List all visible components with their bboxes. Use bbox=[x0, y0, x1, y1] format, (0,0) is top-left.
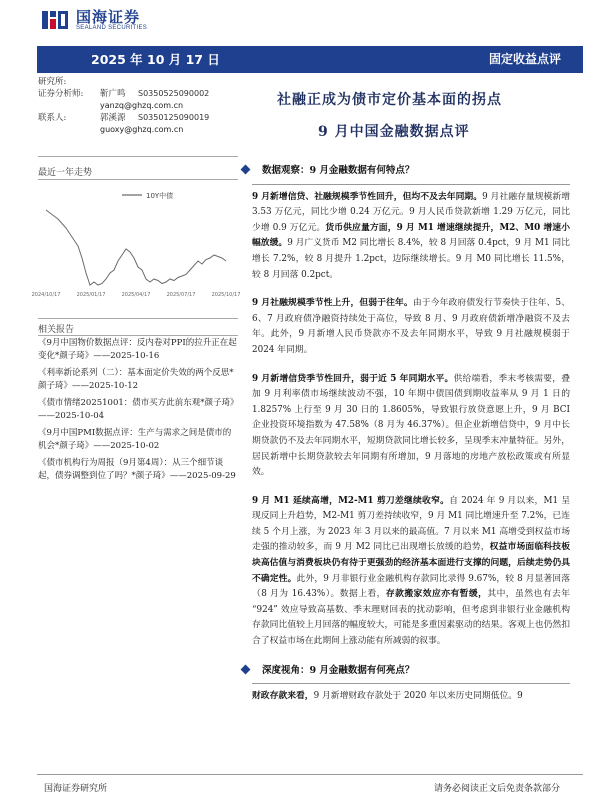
analyst-cert: S0350525090002 bbox=[138, 89, 210, 98]
divider bbox=[38, 335, 238, 336]
x-tick-label: 2024/10/17 bbox=[31, 292, 61, 298]
paragraph-lead: 9 月 M1 延续高增，M2-M1 剪刀差继续收窄。 bbox=[252, 495, 450, 506]
logo-mark-icon bbox=[42, 9, 70, 31]
paragraph-lead: 9 月社融规模季节性上升，但弱于往年。 bbox=[252, 298, 413, 309]
related-report-item[interactable]: 《9月中国PMI数据点评：生产与需求之间是债市的机会*颜子琦》——2025-10-02 bbox=[38, 428, 232, 451]
related-report-item[interactable]: 《9月中国物价数据点评：反内卷对PPI的拉升正在起变化*颜子琦》——2025-10-16 bbox=[38, 338, 237, 361]
trend-chart-svg bbox=[31, 180, 241, 300]
paragraph bbox=[252, 494, 570, 650]
paragraph-emphasis: 存款搬家效应亦有暂缓， bbox=[385, 589, 488, 600]
analyst-email[interactable]: yanzq@ghzq.com.cn bbox=[100, 101, 184, 110]
paragraph bbox=[252, 689, 570, 705]
contact-role: 联系人: bbox=[38, 113, 67, 123]
related-section-label: 相关报告 bbox=[38, 325, 75, 335]
series-line bbox=[46, 210, 226, 285]
contact-email[interactable]: guoxy@ghzq.com.cn bbox=[100, 125, 184, 134]
report-date: 2025 年 10 月 17 日 bbox=[91, 52, 220, 67]
chart-section-label: 最近一年走势 bbox=[38, 168, 93, 178]
analyst-block bbox=[38, 76, 238, 136]
x-tick-label: 2025/07/17 bbox=[166, 292, 196, 298]
heading-rule bbox=[252, 184, 570, 185]
x-tick-label: 2025/10/17 bbox=[211, 292, 241, 298]
report-type: 固定收益点评 bbox=[488, 52, 561, 66]
x-tick-label: 2025/04/17 bbox=[121, 292, 151, 298]
company-logo bbox=[42, 5, 147, 35]
related-reports-list bbox=[38, 337, 238, 487]
footer-disclaimer[interactable]: 请务必阅读正文后免责条款部分 bbox=[433, 784, 560, 794]
contact-name: 郭溪源 bbox=[100, 113, 126, 123]
paragraph bbox=[252, 190, 570, 284]
divider bbox=[38, 318, 238, 319]
paragraph-text: 自 2024 年 9 月以来，M1 呈现反同上升趋势，M2-M1 剪刀差持续收窄，9 月 M1 同比增速升至 7.2%，已连续 5 个月上涨，为 2023 年 3 月以来的最高值。7 月以来 M1 高增受到权益市场走强的推动较多，而 9 月 M2 同比已出现增长放缓的趋势， bbox=[252, 495, 570, 553]
paragraph-emphasis: 权益市场面临科技板块高估值与消费板块仍有待于更强劲的经济基本面进行支撑的问题，后续走势仍具不确定性。 bbox=[252, 542, 570, 584]
heading-rule-wrap bbox=[252, 681, 570, 689]
heading-rule-wrap bbox=[252, 182, 570, 190]
paragraph-text: 9 月新增财政存款处于 2020 年以来历史同期低位。9 bbox=[313, 691, 523, 702]
analyst-name: 靳广鸣 bbox=[100, 89, 126, 99]
chart-legend bbox=[122, 191, 173, 200]
header-bar bbox=[37, 46, 583, 73]
section-heading: 深度视角：9 月金融数据有何亮点？ bbox=[252, 663, 570, 679]
contact-cert: S0350125090019 bbox=[138, 113, 210, 122]
main-content bbox=[252, 163, 570, 718]
paragraph-lead: 9 月新增信贷季节性回升，弱于近 5 年同期水平。 bbox=[252, 373, 454, 384]
related-report-item[interactable]: 《债市机构行为周报（9月第4周）：从三个细节谈起，债券调整到位了吗？*颜子琦》——2025-09-29 bbox=[38, 458, 236, 481]
analyst-row-2 bbox=[38, 112, 238, 124]
x-tick-label: 2025/01/17 bbox=[76, 292, 106, 298]
paragraph-text: 9 月广义货币 M2 同比增长 8.4%，较 8 月回落 0.4pct，9 月 M1 同比增长 7.2%，较 8 月提升 1.2pct，边际继续增长。9 月 M0 同比增长 11.5%，较 8 月回落 0.2pct。 bbox=[252, 238, 570, 280]
paragraph bbox=[252, 296, 570, 358]
logo-text-en: SEALAND SECURITIES bbox=[76, 24, 148, 31]
x-axis-ticks bbox=[32, 292, 241, 298]
researcher-label: 研究所: bbox=[38, 77, 67, 87]
researcher-row bbox=[38, 76, 238, 88]
paragraph-text: 由于今年政府债发行节奏快于往年、5、6、7 月政府债净融资持续处于高位，导致 8 月、9 月政府债新增净融资不及去年。此外，9 月新增人民币贷款亦不及去年同期水平，导致 9 月社融规模弱于 2024 年同期。 bbox=[252, 298, 571, 355]
heading-rule bbox=[252, 683, 570, 684]
footer-rule bbox=[37, 774, 583, 775]
legend-label: 10Y中债 bbox=[146, 192, 174, 200]
trend-chart bbox=[31, 180, 241, 300]
paragraph-lead: 财政存款来看， bbox=[252, 691, 314, 702]
logo-text-cn: 国海证券 bbox=[76, 7, 141, 26]
paragraph bbox=[252, 372, 570, 481]
paragraph-text: 此外，9 月非银行业金融机构存款同比录得 9.67%，较 8 月显著回落（8 月为 16.43%）。数据上看， bbox=[252, 573, 570, 600]
related-report-item[interactable]: 《利率新论系列（二）：基本面定价失效的两个反思*颜子琦》——2025-10-12 bbox=[38, 368, 234, 391]
related-report-item[interactable]: 《债市情绪20251001：债市买方此前东观*颜子琦》——2025-10-04 bbox=[38, 398, 235, 421]
paragraph-lead: 9 月新增信贷、社融规模季节性回升，但均不及去年同期。 bbox=[252, 191, 483, 202]
report-title: 社融正成为债市定价基本面的拐点 bbox=[277, 92, 502, 108]
footer-institute: 国海证券研究所 bbox=[44, 784, 108, 794]
analyst-role: 证券分析师: bbox=[38, 89, 84, 99]
paragraph-text: 其中，虽然也有去年 “924” 效应导致高基数、季末理财回表的扰动影响，但考虑到非银行业金融机构存款同比值较上月回落的幅度较大，可能是多重因素驱动的结果。客观上也仍然扣合了权益市场在此期间上涨动能有所减弱的叙事。 bbox=[252, 589, 570, 647]
section-heading: 数据观察：9 月金融数据有何特点？ bbox=[252, 163, 570, 179]
paragraph-text: 供给端看，季末考核需要，叠加 9 月利率债市场继续波动不强，10 年期中债国债到期收益率从 9 月 1 日的 1.8257% 上行至 9 月 30 日的 1.8605%，导致银行放贷意愿上升，9 月 BCI 企业投资环境指数为 47.58%（8 月为 46.37%）。但企业新增信贷中，9 月中长期贷款仍不及去年同期水平，短期贷款同比增长较多，呈现季末冲量特征。另外，居民新增中长期贷款较去年同期有所增加，9 月落地的房地产放松政策或有所显效。 bbox=[252, 373, 570, 478]
analyst-row-1 bbox=[38, 88, 238, 100]
report-subtitle: 9 月中国金融数据点评 bbox=[318, 124, 470, 140]
paragraph-emphasis: 货币供应量方面，9 月 M1 增速继续提升，M2、M0 增速小幅放缓。 bbox=[252, 222, 570, 249]
divider bbox=[38, 156, 238, 157]
paragraph-text: 9 月社融存量规模新增 3.53 万亿元，同比少增 0.24 万亿元。9 月人民币贷款新增 1.29 万亿元，同比少增 0.9 万亿元。 bbox=[252, 191, 570, 233]
